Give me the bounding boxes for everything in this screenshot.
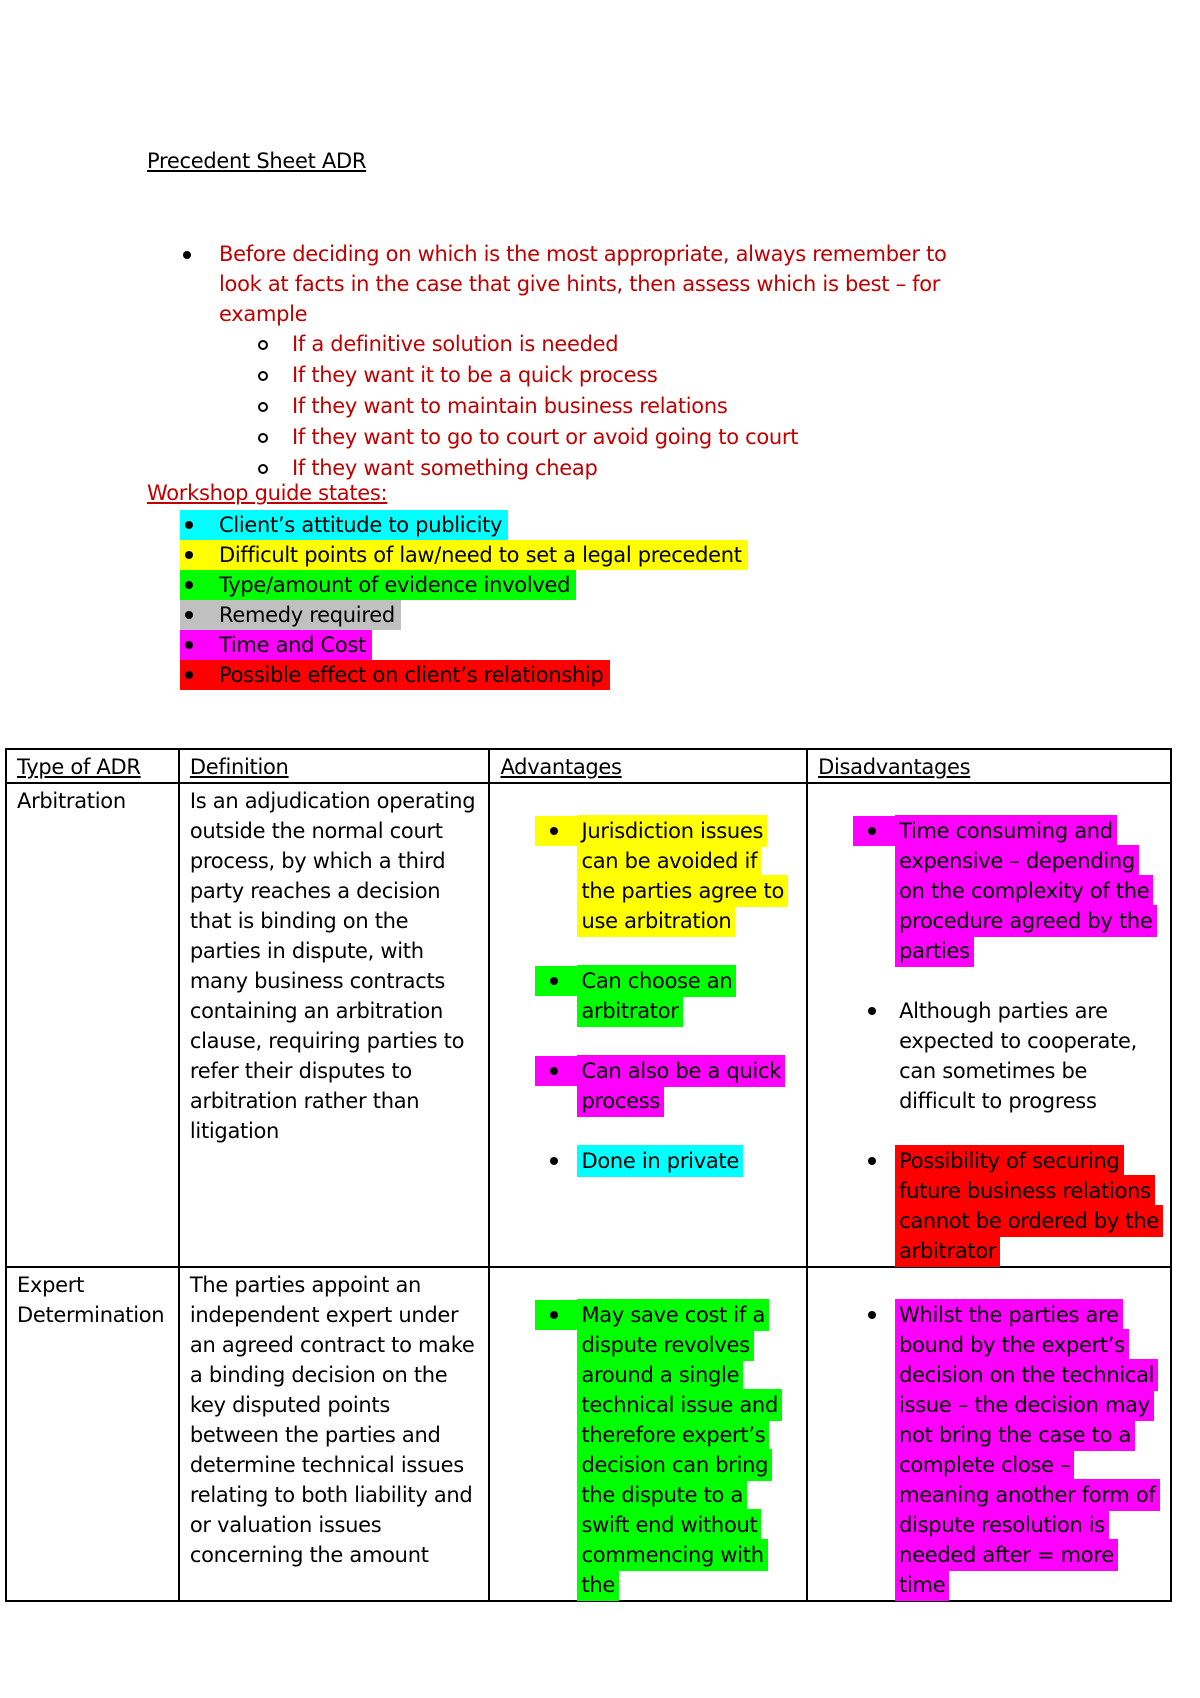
bullet-dot-icon [185,551,193,559]
list-item: If they want to go to court or avoid going to court [0,422,1200,453]
header-disadvantages: Disadvantages [807,749,1171,783]
list-item: Whilst the parties are bound by the expert’s decision on the technical issue – the decision may not bring the case to a complete close – meaning another form of dispute resolution is needed after = more time [818,1300,1160,1600]
circle-bullet-icon [258,340,268,350]
workshop-item-relationship: Possible effect on client’s relationship [180,660,748,690]
list-item: If a definitive solution is needed [0,329,1200,360]
circle-bullet-icon [258,464,268,474]
advantages-list [500,816,796,1176]
list-item: Although parties are expected to cooperate, can sometimes be difficult to progress [818,996,1160,1116]
list-item: Can choose an arbitrator [500,966,796,1026]
bullet-dot-icon [185,611,193,619]
header-advantages: Advantages [489,749,807,783]
disadvantages-list [818,816,1160,1266]
table-header-row [6,749,1171,783]
list-item: Time consuming and expensive – depending on the complexity of the procedure agreed by the parties [818,816,1160,966]
row-definition: The parties appoint an independent expert under an agreed contract to make a binding decision on the key disputed points between the parties and determine technical issues relating to both liability and or valuation issues concerning the amount [179,1267,490,1601]
table-row [6,783,1171,1267]
workshop-item-evidence: Type/amount of evidence involved [180,570,748,600]
bullet-dot-icon [185,641,193,649]
bullet-dot-icon [183,251,191,259]
intro-sub-list [0,329,1200,484]
row-definition: Is an adjudication operating outside the normal court process, by which a third party reaches a decision that is binding on the parties in dispute, with many business contracts containing an arbitration clause, requiring parties to refer their disputes to arbitration rather than litigation [179,783,490,1267]
row-advantages [489,783,807,1267]
circle-bullet-icon [258,371,268,381]
row-disadvantages [807,1267,1171,1601]
row-advantages [489,1267,807,1601]
circle-bullet-icon [258,402,268,412]
intro-section [0,239,1200,484]
bullet-dot-icon [185,671,193,679]
adr-table [5,748,1172,1602]
workshop-item-remedy: Remedy required [180,600,748,630]
header-type: Type of ADR [6,749,179,783]
advantages-list [500,1300,796,1600]
workshop-item-publicity: Client’s attitude to publicity [180,510,748,540]
list-item: Jurisdiction issues can be avoided if the parties agree to use arbitration [500,816,796,936]
disadvantages-list [818,1300,1160,1600]
table-row [6,1267,1171,1601]
intro-main-text: Before deciding on which is the most appropriate, always remember to look at facts in the case that give hints, then assess which is best – for example [219,242,947,326]
row-type: Arbitration [6,783,179,1267]
list-item: May save cost if a dispute revolves around a single technical issue and therefore expert’s decision can bring the dispute to a swift end without commencing with the [500,1300,796,1600]
list-item: If they want something cheap [0,453,1200,484]
bullet-dot-icon [185,521,193,529]
list-item: Possibility of securing future business relations cannot be ordered by the arbitrator [818,1146,1160,1266]
workshop-item-points-of-law: Difficult points of law/need to set a legal precedent [180,540,748,570]
list-item: Can also be a quick process [500,1056,796,1116]
bullet-dot-icon [185,581,193,589]
row-disadvantages [807,783,1171,1267]
workshop-item-time-cost: Time and Cost [180,630,748,660]
workshop-heading: Workshop guide states: [147,481,388,505]
list-item: If they want it to be a quick process [0,360,1200,391]
intro-bullet [0,239,1200,329]
page-title: Precedent Sheet ADR [147,149,367,173]
header-definition: Definition [179,749,490,783]
workshop-list [180,510,748,690]
circle-bullet-icon [258,433,268,443]
row-type: Expert Determination [6,1267,179,1601]
list-item: If they want to maintain business relations [0,391,1200,422]
list-item: Done in private [500,1146,796,1176]
